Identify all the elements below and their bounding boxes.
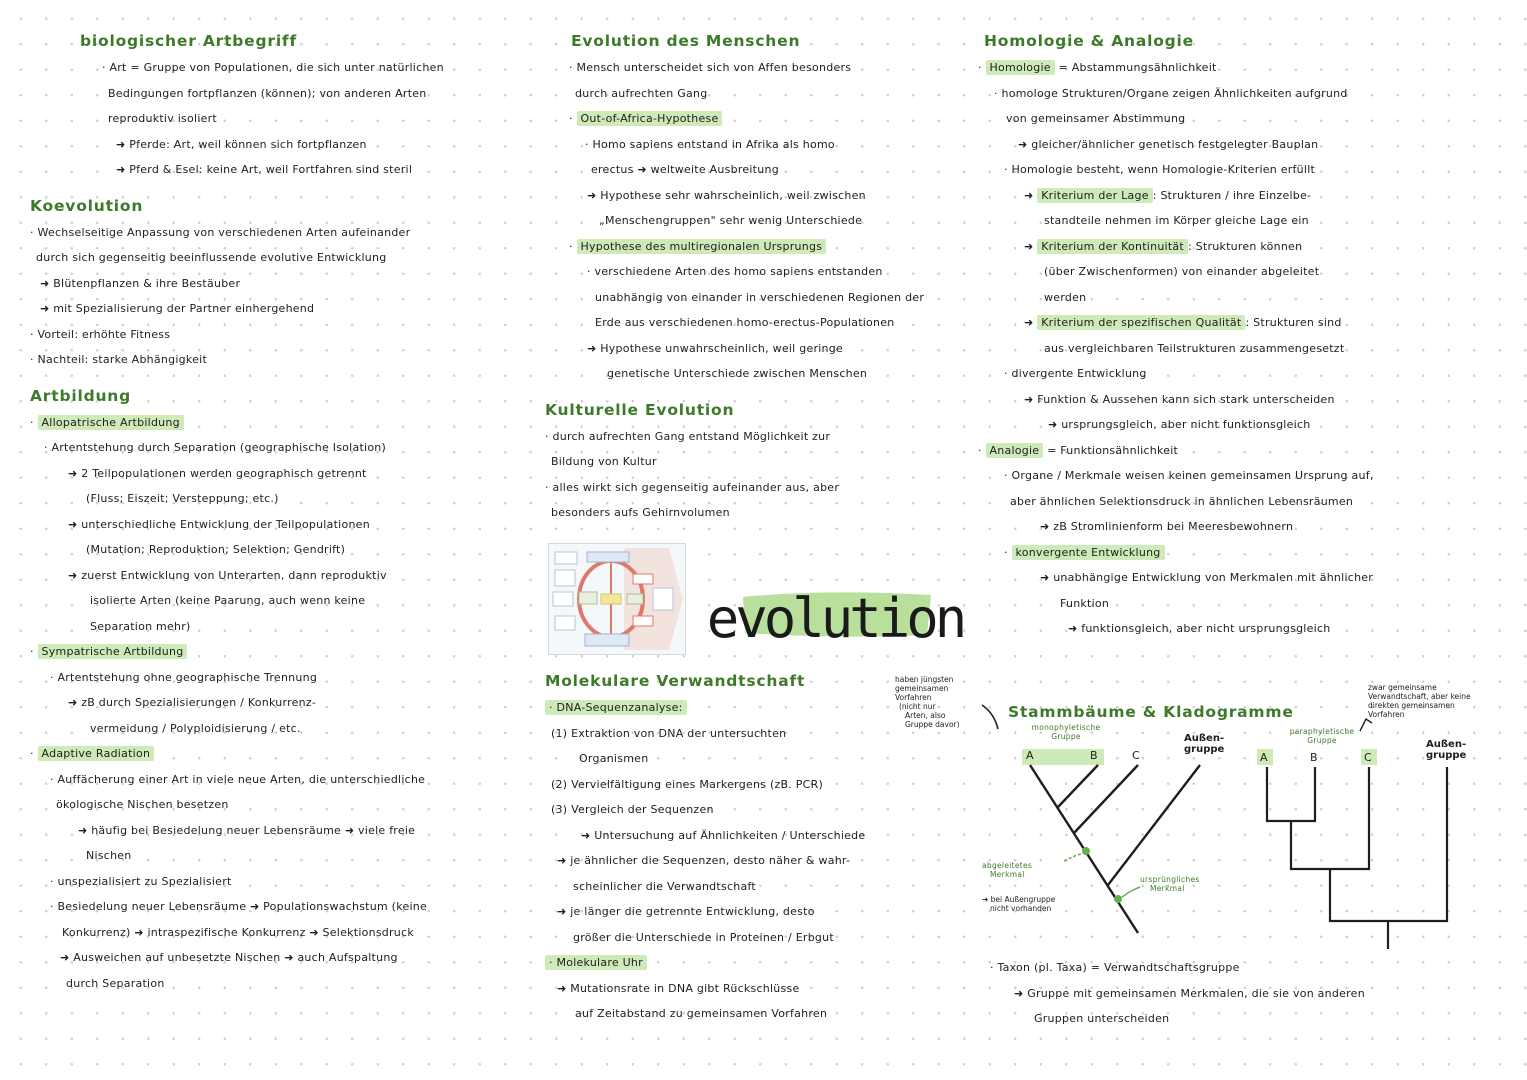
text-line: ➜ zB Stromlinienform bei Meeresbewohnern bbox=[1040, 520, 1294, 533]
def-homologie: = Abstammungsähnlichkeit bbox=[1058, 61, 1217, 74]
heading-kulturelle-evolution: Kulturelle Evolution bbox=[545, 400, 735, 419]
text-line: ➜ mit Spezialisierung der Partner einhergehend bbox=[40, 302, 315, 315]
text-line: Separation mehr) bbox=[90, 619, 191, 633]
term-kriterium-kontinuitaet: Kriterium der Kontinuität bbox=[1037, 239, 1188, 254]
text-line: · Taxon (pl. Taxa) = Verwandtschaftsgruppe bbox=[990, 961, 1240, 974]
text-line: (3) Vergleich der Sequenzen bbox=[551, 803, 714, 816]
label-line: Gruppe bbox=[1307, 736, 1337, 745]
text-line: ➜ je länger die getrennte Entwicklung, desto bbox=[557, 905, 815, 918]
leaf-b-right: B bbox=[1310, 751, 1318, 764]
text-line: ➜ Pferd & Esel: keine Art, weil Fortfahren sind steril bbox=[116, 163, 413, 176]
subheading-allopatrisch-row: · Allopatrische Artbildung bbox=[30, 410, 540, 436]
cladogram-drawing bbox=[980, 665, 1520, 965]
heading-stammbaeume: Stammbäume & Kladogramme bbox=[1008, 703, 1294, 721]
heading-homologie-analogie: Homologie & Analogie bbox=[984, 32, 1194, 50]
heading-molekulare-verwandtschaft: Molekulare Verwandtschaft bbox=[545, 672, 806, 690]
text-line: · Artentstehung ohne geographische Trennung bbox=[50, 670, 318, 684]
note-line: (nicht nur bbox=[899, 702, 936, 711]
text-line: besonders aufs Gehirnvolumen bbox=[551, 506, 730, 519]
taxon-definition bbox=[990, 955, 1510, 1032]
text-line: durch Separation bbox=[66, 976, 165, 990]
title-evolution bbox=[706, 575, 964, 655]
text-line: genetische Unterschiede zwischen Menschen bbox=[607, 367, 868, 380]
label-monophyletisch bbox=[1020, 723, 1112, 741]
text-line: Organismen bbox=[579, 752, 649, 765]
label-line: Außen- bbox=[1184, 733, 1225, 744]
note-line: nicht vorhanden bbox=[990, 904, 1052, 913]
text-line: Erde aus verschiedenen homo-erectus-Populationen bbox=[595, 316, 895, 329]
section-kulturelle-evolution bbox=[545, 401, 990, 526]
text-line: ➜ Mutationsrate in DNA gibt Rückschlüsse bbox=[557, 981, 800, 995]
text-line: ➜ Untersuchung auf Ähnlichkeiten / Unterschiede bbox=[581, 828, 866, 842]
section-artbegriff bbox=[80, 32, 540, 183]
text-line: ➜ Gruppe mit gemeinsamen Merkmalen, die sie von anderen bbox=[1014, 986, 1365, 1000]
evolution-diagram-thumbnail bbox=[548, 543, 686, 655]
label-line: Gruppe bbox=[1051, 732, 1081, 741]
section-homologie-analogie bbox=[978, 32, 1508, 642]
text-line: (über Zwischenformen) von einander abgeleitet bbox=[1044, 265, 1320, 278]
note-line: Vorfahren bbox=[895, 693, 932, 702]
text-line: von gemeinsamer Abstimmung bbox=[1006, 112, 1186, 125]
text-line: ➜ Blütenpflanzen & ihre Bestäuber bbox=[40, 276, 241, 290]
subheading-allopatrisch: Allopatrische Artbildung bbox=[38, 415, 184, 430]
text-line: · Artentstehung durch Separation (geographische Isolation) bbox=[44, 441, 387, 454]
note-line: Vorfahren bbox=[1368, 710, 1405, 719]
section-evolution-menschen bbox=[545, 32, 990, 387]
label-line: monophyletische bbox=[1031, 723, 1101, 732]
label-line: Außen- bbox=[1426, 739, 1467, 750]
label-paraphyletisch bbox=[1276, 727, 1368, 745]
term-konvergente-entwicklung: konvergente Entwicklung bbox=[1012, 545, 1165, 560]
leaf-b: B bbox=[1090, 749, 1098, 762]
text-line: ➜ 2 Teilpopulationen werden geographisch getrennt bbox=[68, 466, 367, 480]
text-line: Nischen bbox=[86, 849, 132, 862]
note-line: direkten gemeinsamen bbox=[1368, 701, 1455, 710]
text-line: : Strukturen können bbox=[1187, 239, 1303, 253]
text-line: „Menschengruppen" sehr wenig Unterschiede bbox=[599, 214, 863, 227]
heading-koevolution: Koevolution bbox=[30, 196, 144, 215]
label-abgeleitetes-merkmal bbox=[982, 861, 1032, 879]
text-line: ➜ unabhängige Entwicklung von Merkmalen mit ähnlicher bbox=[1040, 571, 1374, 584]
left-column bbox=[30, 30, 540, 1010]
text-line: · alles wirkt sich gegenseitig aufeinander aus, aber bbox=[545, 480, 840, 494]
subheading-uhr-row bbox=[545, 950, 990, 976]
text-line: durch sich gegenseitig beeinflussende evolutive Entwicklung bbox=[36, 251, 387, 264]
text-line: durch aufrechten Gang bbox=[575, 86, 708, 100]
subheading-out-of-africa: Out-of-Africa-Hypothese bbox=[577, 111, 723, 126]
text-line: werden bbox=[1044, 290, 1087, 304]
cycle-diagram-icon bbox=[549, 544, 685, 654]
text-line: · durch aufrechten Gang entstand Möglichkeit zur bbox=[545, 429, 831, 443]
text-line: · divergente Entwicklung bbox=[1004, 367, 1147, 380]
note-line: Gruppe davor) bbox=[905, 720, 960, 729]
text-line: ➜ unterschiedliche Entwicklung der Teilpopulationen bbox=[68, 517, 370, 531]
text-line: · Vorteil: erhöhte Fitness bbox=[30, 327, 171, 341]
label-line: gruppe bbox=[1184, 744, 1225, 755]
text-line: ➜ funktionsgleich, aber nicht ursprungsgleich bbox=[1068, 622, 1331, 635]
text-line: aus vergleichbaren Teilstrukturen zusammengesetzt bbox=[1044, 341, 1345, 355]
def-analogie: = Funktionsähnlichkeit bbox=[1047, 443, 1179, 457]
text-line: · Mensch unterscheidet sich von Affen besonders bbox=[569, 61, 852, 74]
heading-artbegriff: biologischer Artbegriff bbox=[80, 32, 298, 50]
label-aussengruppe bbox=[1184, 733, 1224, 755]
leaf-a-right: A bbox=[1260, 751, 1268, 764]
text-line: ➜ Ausweichen auf unbesetzte Nischen ➜ auch Aufspaltung bbox=[60, 951, 398, 964]
section-artbildung bbox=[30, 387, 540, 997]
subheading-sympatrisch: Sympatrische Artbildung bbox=[38, 644, 188, 659]
text-line: · Homologie besteht, wenn Homologie-Kriterien erfüllt bbox=[1004, 163, 1316, 176]
label-line: Merkmal bbox=[1150, 884, 1185, 893]
text-line: · Auffächerung einer Art in viele neue Arten, die unterschiedliche bbox=[50, 772, 426, 786]
label-aussengruppe-right bbox=[1426, 739, 1466, 761]
text-line: ➜ ursprungsgleich, aber nicht funktionsgleich bbox=[1048, 418, 1311, 431]
text-line: · verschiedene Arten des homo sapiens entstanden bbox=[587, 265, 883, 278]
right-column bbox=[978, 30, 1508, 656]
text-line: (1) Extraktion von DNA der untersuchten bbox=[551, 726, 787, 740]
text-line: Funktion bbox=[1060, 596, 1110, 610]
kriterium-qualitaet-row: ➜ Kriterium der spezifischen Qualität : Strukturen sind bbox=[1024, 316, 1342, 329]
konvergent-row: · konvergente Entwicklung bbox=[1004, 540, 1508, 566]
note-line: gemeinsamen bbox=[895, 684, 949, 693]
text-line: · Homo sapiens entstand in Afrika als homo bbox=[585, 137, 835, 151]
text-line: ➜ zB durch Spezialisierungen / Konkurrenz- bbox=[68, 696, 317, 709]
text-line: · Besiedelung neuer Lebensräume ➜ Populationswachstum (keine bbox=[50, 900, 428, 913]
leaf-c: C bbox=[1132, 749, 1140, 762]
text-line: aber ähnlichen Selektionsdruck in ähnlichen Lebensräumen bbox=[1010, 494, 1354, 508]
analogie-row: · Analogie = Funktionsähnlichkeit bbox=[978, 443, 1179, 457]
text-line: · Art = Gruppe von Populationen, die sich unter natürlichen bbox=[102, 61, 444, 74]
text-line: ➜ Pferde: Art, weil können sich fortpflanzen bbox=[116, 137, 367, 151]
note-line: ➜ bei Außengruppe bbox=[982, 895, 1056, 904]
term-kriterium-lage: Kriterium der Lage bbox=[1037, 188, 1153, 203]
label-line: Merkmal bbox=[990, 870, 1025, 879]
text-line: vermeidung / Polyploidisierung / etc. bbox=[90, 721, 301, 735]
text-line: ➜ Hypothese sehr wahrscheinlich, weil zwischen bbox=[587, 188, 866, 202]
homologie-row: · Homologie = Abstammungsähnlichkeit bbox=[978, 61, 1217, 74]
term-analogie: Analogie bbox=[986, 443, 1044, 458]
label-line: abgeleitetes bbox=[982, 861, 1033, 870]
text-line: ➜ Hypothese unwahrscheinlich, weil geringe bbox=[587, 341, 844, 355]
text-line: Bildung von Kultur bbox=[551, 455, 657, 468]
text-line: auf Zeitabstand zu gemeinsamen Vorfahren bbox=[575, 1007, 828, 1020]
title-highlight bbox=[706, 575, 964, 655]
label-line: paraphyletische bbox=[1289, 727, 1355, 736]
text-line: (2) Vervielfältigung eines Markergens (zB. PCR) bbox=[551, 777, 824, 791]
section-koevolution bbox=[30, 197, 540, 373]
subheading-adaptive: Adaptive Radiation bbox=[38, 746, 155, 761]
text-line: · homologe Strukturen/Organe zeigen Ähnlichkeiten aufgrund bbox=[994, 86, 1348, 100]
subheading-ooa-row: · Out-of-Africa-Hypothese bbox=[569, 106, 990, 132]
title-evolution-text: evolution bbox=[706, 587, 964, 650]
note-line: Arten, also bbox=[905, 711, 946, 720]
subheading-multiregional: Hypothese des multiregionalen Ursprungs bbox=[577, 239, 827, 254]
text-line: ökologische Nischen besetzen bbox=[56, 798, 229, 811]
text-line: · Organe / Merkmale weisen keinen gemeinsamen Ursprung auf, bbox=[1004, 469, 1374, 482]
text-line: Bedingungen fortpflanzen (können); von anderen Arten bbox=[108, 86, 427, 100]
text-line: isolierte Arten (keine Paarung, auch wenn keine bbox=[90, 594, 366, 607]
text-line: Konkurrenz) ➜ intraspezifische Konkurrenz ➜ Selektionsdruck bbox=[62, 925, 414, 939]
text-line: Gruppen unterscheiden bbox=[1034, 1012, 1170, 1025]
subheading-multi-row: · Hypothese des multiregionalen Ursprungs bbox=[569, 234, 990, 260]
text-line: reproduktiv isoliert bbox=[108, 112, 217, 125]
heading-evolution-menschen: Evolution des Menschen bbox=[571, 32, 801, 50]
text-line: standteile nehmen im Körper gleiche Lage ein bbox=[1044, 214, 1309, 227]
label-line: ursprüngliches bbox=[1140, 875, 1200, 884]
leaf-c-right: C bbox=[1364, 751, 1372, 764]
text-line: unabhängig von einander in verschiedenen Regionen der bbox=[595, 290, 925, 304]
text-line: scheinlicher die Verwandtschaft bbox=[573, 879, 756, 893]
text-line: ➜ gleicher/ähnlicher genetisch festgelegter Bauplan bbox=[1018, 137, 1319, 151]
text-line: erectus ➜ weltweite Ausbreitung bbox=[591, 163, 779, 176]
note-line: zwar gemeinsame bbox=[1368, 683, 1437, 692]
term-homologie: Homologie bbox=[986, 60, 1055, 75]
note-line: Verwandtschaft, aber keine bbox=[1368, 692, 1471, 701]
text-line: (Fluss; Eiszeit; Versteppung; etc.) bbox=[86, 492, 279, 505]
text-line: ➜ zuerst Entwicklung von Unterarten, dann reproduktiv bbox=[68, 568, 387, 582]
text-line: ➜ je ähnlicher die Sequenzen, desto näher & wahr- bbox=[557, 854, 851, 867]
kriterium-lage-row: ➜ Kriterium der Lage : Strukturen / ihre Einzelbe- bbox=[1024, 188, 1312, 202]
label-urspruengliches-merkmal bbox=[1140, 875, 1200, 893]
subheading-sympatrisch-row: · Sympatrische Artbildung bbox=[30, 639, 540, 665]
kriterium-kontinuitaet-row: ➜ Kriterium der Kontinuität : Strukturen können bbox=[1024, 239, 1303, 253]
section-stammbaeume bbox=[895, 665, 1520, 965]
leaf-a: A bbox=[1026, 749, 1034, 762]
text-line: größer die Unterschiede in Proteinen / Erbgut bbox=[573, 930, 834, 944]
text-line: · unspezialisiert zu Spezialisiert bbox=[50, 874, 232, 888]
subheading-adaptive-row: · Adaptive Radiation bbox=[30, 741, 540, 767]
heading-artbildung: Artbildung bbox=[30, 386, 132, 405]
note-juengster-vorfahr bbox=[895, 675, 990, 729]
text-line: · Wechselseitige Anpassung von verschiedenen Arten aufeinander bbox=[30, 225, 411, 239]
text-line: ➜ Funktion & Aussehen kann sich stark unterscheiden bbox=[1024, 392, 1335, 406]
note-line: haben jüngsten bbox=[895, 675, 954, 684]
text-line: ➜ häufig bei Besiedelung neuer Lebensräume ➜ viele freie bbox=[78, 823, 416, 837]
text-line: · Nachteil: starke Abhängigkeit bbox=[30, 353, 208, 366]
text-line: : Strukturen sind bbox=[1245, 316, 1342, 329]
note-aussengruppe bbox=[982, 895, 1055, 913]
term-kriterium-qualitaet: Kriterium der spezifischen Qualität bbox=[1037, 315, 1245, 330]
subheading-dna-sequenzanalyse: · DNA-Sequenzanalyse: bbox=[545, 700, 687, 715]
text-line: (Mutation; Reproduktion; Selektion; Gendrift) bbox=[86, 543, 346, 556]
text-line: : Strukturen / ihre Einzelbe- bbox=[1152, 188, 1312, 202]
label-line: gruppe bbox=[1426, 750, 1467, 761]
subheading-molekulare-uhr: · Molekulare Uhr bbox=[545, 955, 647, 970]
